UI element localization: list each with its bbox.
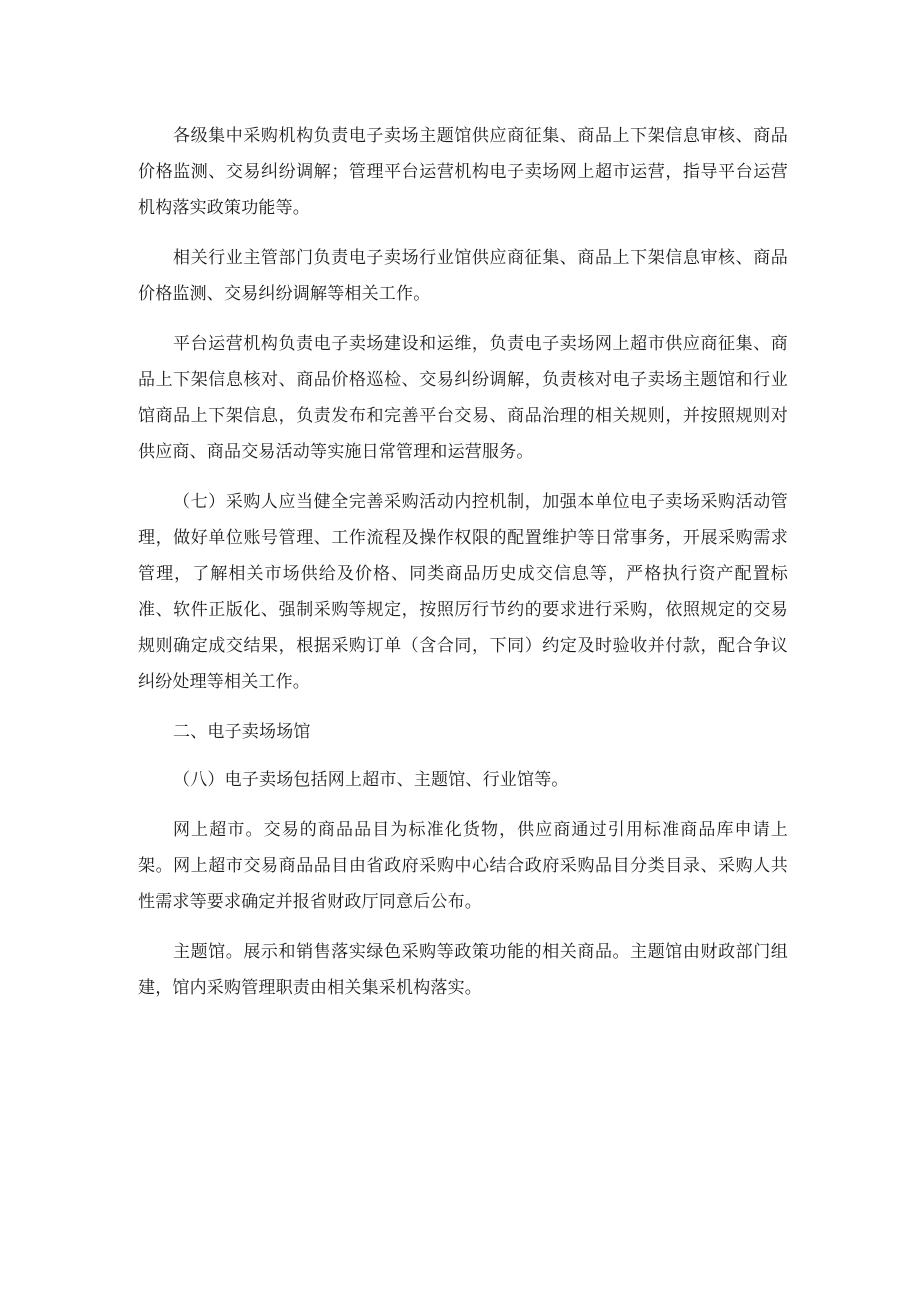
- paragraph-online-supermarket: 网上超市。交易的商品品目为标准化货物，供应商通过引用标准商品库申请上架。网上超市交易商品品目由省政府采购中心结合政府采购品目分类目录、采购人共性需求等要求确定并报省财政厅同意后公布。: [138, 820, 788, 912]
- document-body: [138, 118, 788, 1020]
- paragraph-purchaser-duties: （七）采购人应当健全完善采购活动内控机制，加强本单位电子卖场采购活动管理，做好单位账号管理、工作流程及操作权限的配置维护等日常事务，开展采购需求管理，了解相关市场供给及价格、同类商品历史成交信息等，严格执行资产配置标准、软件正版化、强制采购等规定，按照厉行节约的要求进行采购，依照规定的交易规则确定成交结果，根据采购订单（含合同，下同）约定及时验收并付款，配合争议纠纷处理等相关工作。: [138, 492, 788, 692]
- paragraph-theme-hall: 主题馆。展示和销售落实绿色采购等政策功能的相关商品。主题馆由财政部门组建，馆内采购管理职责由相关集采机构落实。: [138, 942, 788, 998]
- paragraph-platform-operator-duties: 平台运营机构负责电子卖场建设和运维，负责电子卖场网上超市供应商征集、商品上下架信息核对、商品价格巡检、交易纠纷调解，负责核对电子卖场主题馆和行业馆商品上下架信息，负责发布和完善平台交易、商品治理的相关规则，并按照规则对供应商、商品交易活动等实施日常管理和运营服务。: [138, 334, 788, 462]
- section-heading-venues: 二、电子卖场场馆: [173, 722, 311, 742]
- paragraph-industry-authority-duties: 相关行业主管部门负责电子卖场行业馆供应商征集、商品上下架信息审核、商品价格监测、交易纠纷调解等相关工作。: [138, 248, 788, 304]
- paragraph-centralized-procurement-duties: 各级集中采购机构负责电子卖场主题馆供应商征集、商品上下架信息审核、商品价格监测、交易纠纷调解；管理平台运营机构电子卖场网上超市运营，指导平台运营机构落实政策功能等。: [138, 126, 788, 218]
- paragraph-venue-types: （八）电子卖场包括网上超市、主题馆、行业馆等。: [173, 770, 569, 790]
